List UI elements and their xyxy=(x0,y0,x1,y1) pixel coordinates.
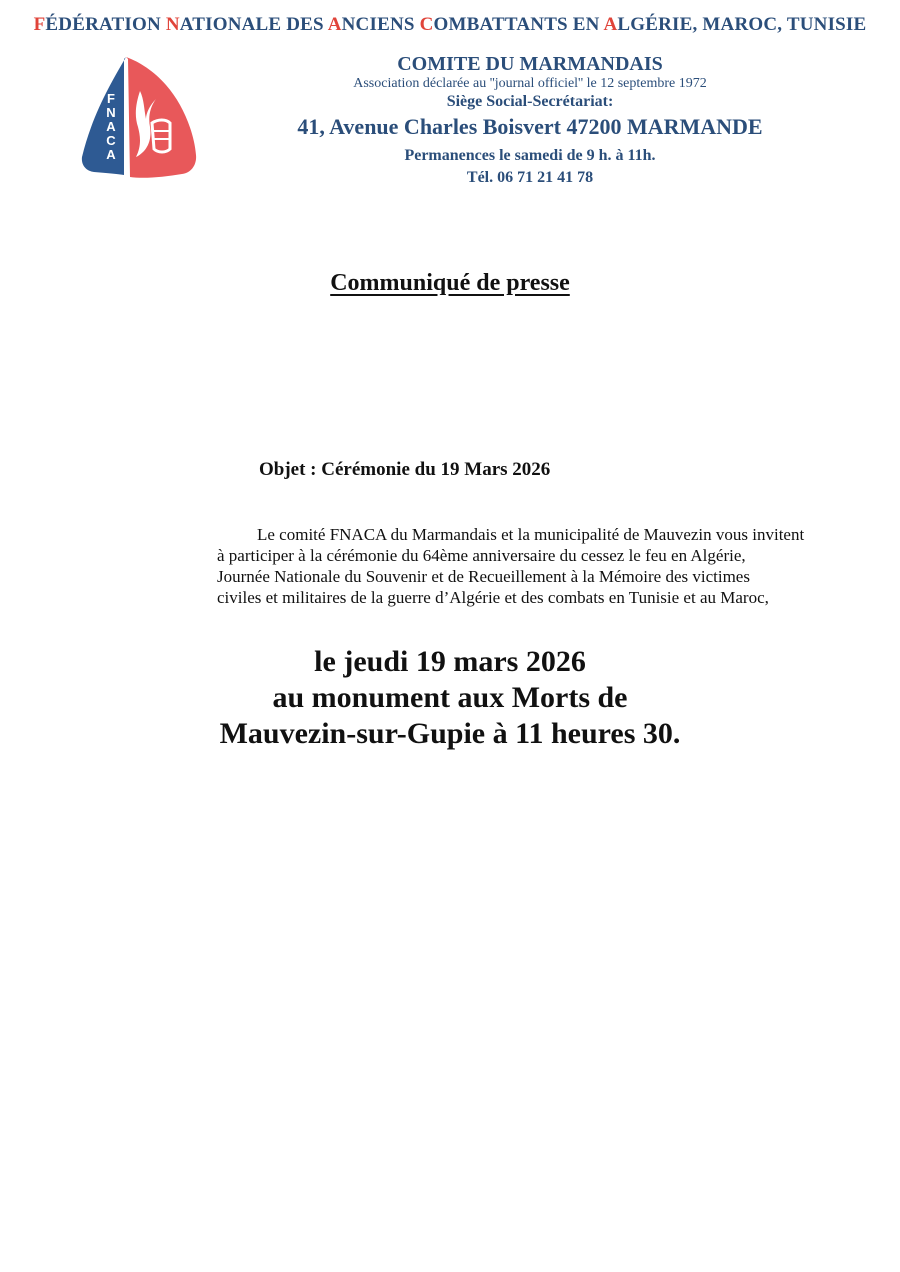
body-line: civiles et militaires de la guerre d’Algérie et des combats en Tunisie et au Maroc, xyxy=(217,588,769,607)
federation-seg: C xyxy=(419,14,434,35)
logo-letter: A xyxy=(106,147,116,162)
event-details xyxy=(0,644,900,752)
federation-seg: F xyxy=(33,14,46,35)
logo-letter: A xyxy=(106,119,116,134)
event-line: au monument aux Morts de xyxy=(272,681,628,714)
federation-seg: ATIONALE DES xyxy=(179,14,328,35)
federation-seg: A xyxy=(327,14,342,35)
federation-seg: OMBATTANTS EN xyxy=(433,14,604,35)
permanences: Permanences le samedi de 9 h. à 11h. xyxy=(404,147,656,164)
body-line: Journée Nationale du Souvenir et de Recueillement à la Mémoire des victimes xyxy=(217,567,750,586)
address: 41, Avenue Charles Boisvert 47200 MARMANDE xyxy=(297,114,763,139)
federation-heading xyxy=(0,14,900,36)
logo-letter: C xyxy=(106,133,116,148)
siege-label: Siège Social-Secrétariat: xyxy=(446,93,614,110)
federation-seg: ÉDÉRATION xyxy=(45,14,166,35)
logo-blue-wing xyxy=(82,57,126,175)
association-note: Association déclarée au ''journal officiel'' le 12 septembre 1972 xyxy=(353,76,707,91)
federation-seg: N xyxy=(165,14,180,35)
body-line: à participer à la cérémonie du 64ème anniversaire du cessez le feu en Algérie, xyxy=(217,546,746,565)
body-line: Le comité FNACA du Marmandais et la municipalité de Mauvezin vous invitent xyxy=(257,525,805,544)
logo-letter: N xyxy=(106,105,116,120)
body-paragraph xyxy=(217,524,857,608)
logo-letter: F xyxy=(107,91,115,106)
event-line: le jeudi 19 mars 2026 xyxy=(314,645,586,678)
federation-seg: NCIENS xyxy=(341,14,420,35)
telephone: Tél. 06 71 21 41 78 xyxy=(466,169,594,186)
federation-seg: A xyxy=(603,14,618,35)
federation-seg: LGÉRIE, MAROC, TUNISIE xyxy=(617,14,867,35)
fnaca-logo xyxy=(78,53,200,181)
committee-name: COMITE DU MARMANDAIS xyxy=(397,53,663,75)
event-line: Mauvezin-sur-Gupie à 11 heures 30. xyxy=(219,717,681,750)
page-title: Communiqué de presse xyxy=(330,270,570,296)
subject-line: Objet : Cérémonie du 19 Mars 2026 xyxy=(259,459,551,480)
committee-header xyxy=(230,52,830,188)
